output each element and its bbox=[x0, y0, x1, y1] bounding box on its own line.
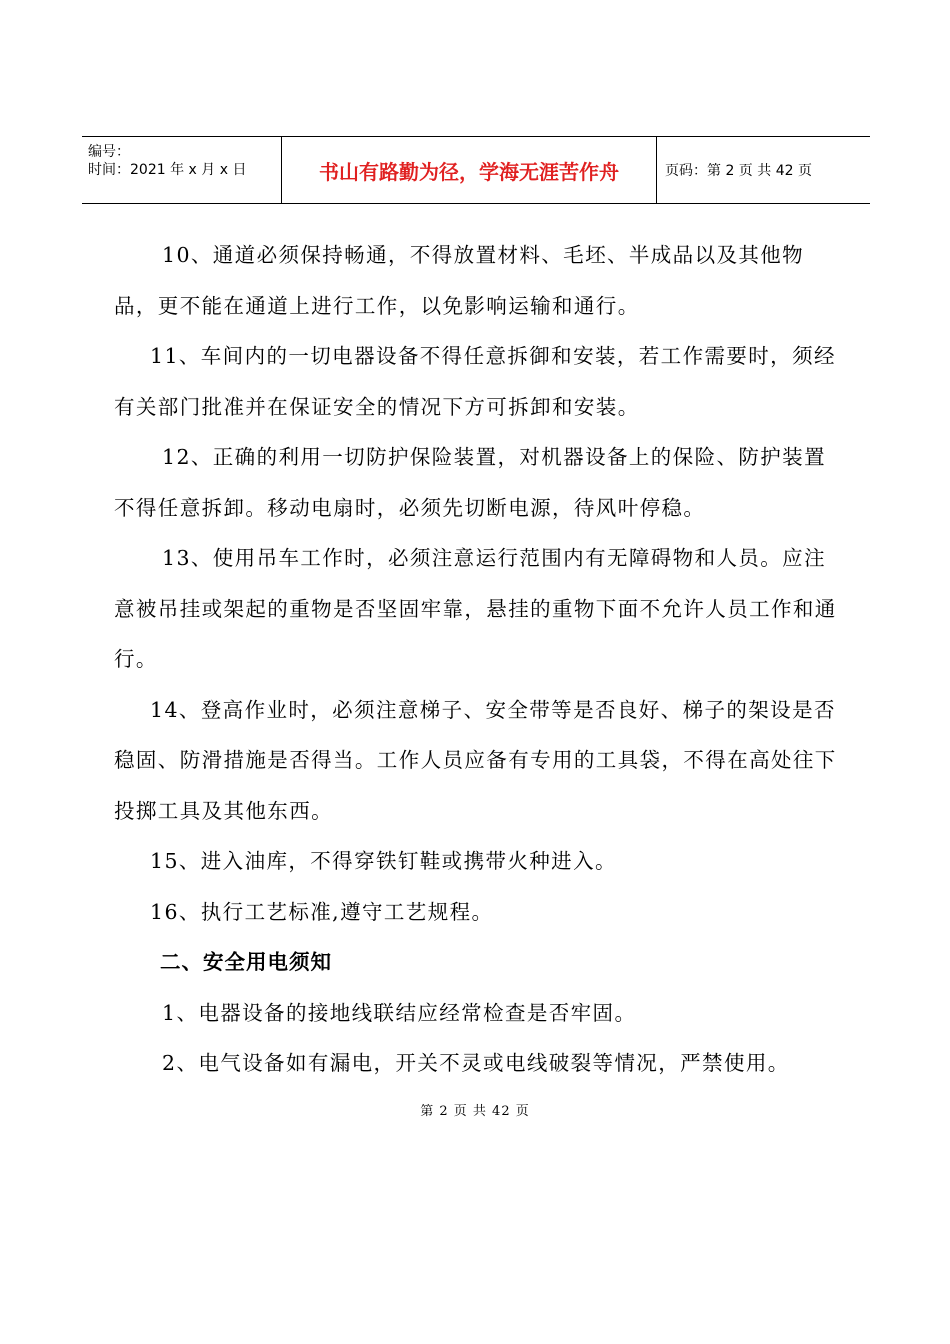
paragraph-13: 13、使用吊车工作时，必须注意运行范围内有无障碍物和人员。应注意被吊挂或架起的重物是否坚固牢靠，悬挂的重物下面不允许人员工作和通行。 bbox=[114, 546, 837, 671]
header-page-info: 页码：第 2 页 共 42 页 bbox=[665, 163, 812, 179]
document-time: 时间：2021 年 x 月 x 日 bbox=[88, 162, 247, 178]
header-motto: 书山有路勤为径，学海无涯苦作舟 bbox=[282, 137, 657, 203]
document-body bbox=[114, 230, 844, 1089]
document-number: 编号： bbox=[88, 144, 130, 160]
header-table bbox=[82, 136, 870, 204]
paragraph-16: 16、执行工艺标准,遵守工艺规程。 bbox=[150, 899, 494, 924]
section-item-1: 1、电器设备的接地线联结应经常检查是否牢固。 bbox=[162, 1000, 637, 1025]
paragraph-12: 12、正确的利用一切防护保险装置，对机器设备上的保险、防护装置不得任意拆卸。移动电扇时，必须先切断电源，待风叶停稳。 bbox=[114, 445, 826, 520]
header-meta-cell bbox=[82, 137, 282, 203]
section-heading: 二、安全用电须知 bbox=[160, 950, 332, 974]
section-item-2: 2、电气设备如有漏电，开关不灵或电线破裂等情况，严禁使用。 bbox=[162, 1051, 790, 1075]
paragraph-10: 10、通道必须保持畅通，不得放置材料、毛坯、半成品以及其他物品，更不能在通道上进行工作，以免影响运输和通行。 bbox=[114, 243, 805, 318]
paragraph-11: 11、车间内的一切电器设备不得任意拆御和安装，若工作需要时，须经有关部门批准并在保证安全的情况下方可拆卸和安装。 bbox=[114, 344, 836, 419]
paragraph-14: 14、登高作业时，必须注意梯子、安全带等是否良好、梯子的架设是否稳固、防滑措施是否得当。工作人员应备有专用的工具袋，不得在高处往下投掷工具及其他东西。 bbox=[114, 697, 837, 823]
page-footer: 第 2 页 共 42 页 bbox=[420, 1104, 530, 1119]
paragraph-15: 15、进入油库，不得穿铁钉鞋或携带火种进入。 bbox=[150, 849, 617, 873]
